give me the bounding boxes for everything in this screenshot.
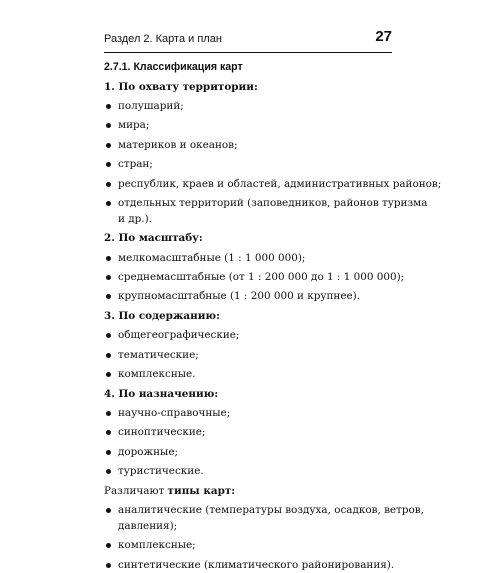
page-content bbox=[104, 60, 442, 573]
list-item-text: отдельных территорий (заповедников, районов туризма bbox=[118, 196, 428, 209]
list-item-text: научно-справочные; bbox=[118, 407, 231, 420]
list-item bbox=[104, 270, 405, 286]
list-item bbox=[104, 251, 396, 267]
bullet-icon bbox=[106, 182, 111, 187]
bullet-icon bbox=[106, 563, 111, 568]
types-intro-bold: типы карт: bbox=[167, 484, 236, 497]
bullet-icon bbox=[106, 508, 111, 513]
group-heading: 4. По назначению: bbox=[104, 387, 219, 400]
list-item-text: полушарий; bbox=[118, 99, 184, 112]
bullet-icon bbox=[106, 143, 111, 148]
list-item-text: комплексные. bbox=[118, 368, 196, 381]
list-item-text: материков и океанов; bbox=[118, 138, 238, 151]
list-item-text: и др.). bbox=[118, 212, 152, 225]
group-heading: 3. По содержанию: bbox=[104, 309, 220, 322]
list-item-text: мелкомасштабные (1 : 1 000 000); bbox=[118, 251, 306, 264]
list-item bbox=[104, 138, 396, 154]
bullet-icon bbox=[106, 256, 111, 261]
bullet-icon bbox=[106, 469, 111, 474]
group-heading: 1. По охвату территории: bbox=[104, 80, 258, 93]
list-item-text: аналитические (температуры воздуха, осадков, ветров, bbox=[118, 504, 424, 517]
list-item bbox=[104, 157, 396, 173]
list-item-text: республик, краев и областей, административных районов; bbox=[118, 177, 442, 190]
list-item-text: мира; bbox=[118, 119, 150, 132]
bullet-icon bbox=[106, 104, 111, 109]
bullet-icon bbox=[106, 294, 111, 299]
list-item-text: крупномасштабные (1 : 200 000 и крупнее). bbox=[118, 290, 361, 303]
list-item-text: туристические. bbox=[118, 465, 204, 478]
page-number: 27 bbox=[375, 28, 392, 45]
bullet-icon bbox=[106, 123, 111, 128]
list-item bbox=[104, 196, 428, 227]
list-item bbox=[104, 118, 396, 134]
list-item-text: общегеографические; bbox=[118, 329, 240, 342]
bullet-icon bbox=[106, 411, 111, 416]
header-title: Раздел 2. Карта и план bbox=[104, 33, 222, 45]
bullet-icon bbox=[106, 353, 111, 358]
list-item-text: среднемасштабные (от 1 : 200 000 до 1 : 1 000 000); bbox=[118, 270, 405, 283]
bullet-icon bbox=[106, 372, 111, 377]
list-item bbox=[104, 289, 396, 305]
types-intro-text: Различают bbox=[104, 484, 168, 497]
section-title: 2.7.1. Классификация карт bbox=[104, 61, 243, 73]
list-item-text: комплексные; bbox=[118, 539, 196, 552]
group-heading: 2. По масштабу: bbox=[104, 232, 203, 245]
bullet-icon bbox=[106, 333, 111, 338]
bullet-icon bbox=[106, 275, 111, 280]
bullet-icon bbox=[106, 430, 111, 435]
list-item bbox=[104, 99, 396, 115]
list-item bbox=[104, 538, 396, 554]
list-item bbox=[104, 348, 396, 364]
list-item bbox=[104, 503, 424, 534]
bullet-icon bbox=[106, 450, 111, 455]
bullet-icon bbox=[106, 543, 111, 548]
bullet-icon bbox=[106, 162, 111, 167]
list-item bbox=[104, 177, 442, 193]
running-header bbox=[104, 30, 392, 53]
list-item bbox=[104, 464, 396, 480]
list-item bbox=[104, 328, 396, 344]
list-item-text: стран; bbox=[118, 158, 153, 171]
list-item bbox=[104, 425, 396, 441]
bullet-icon bbox=[106, 201, 111, 206]
list-item-text: дорожные; bbox=[118, 445, 178, 458]
list-item-text: давления); bbox=[118, 519, 178, 532]
list-item bbox=[104, 406, 396, 422]
types-intro bbox=[104, 484, 396, 500]
list-item bbox=[104, 445, 396, 461]
list-item-text: тематические; bbox=[118, 348, 199, 361]
list-item-text: синоптические; bbox=[118, 426, 206, 439]
list-item bbox=[104, 558, 396, 573]
list-item-text: синтетические (климатического районирования). bbox=[118, 558, 395, 571]
list-item bbox=[104, 367, 396, 383]
